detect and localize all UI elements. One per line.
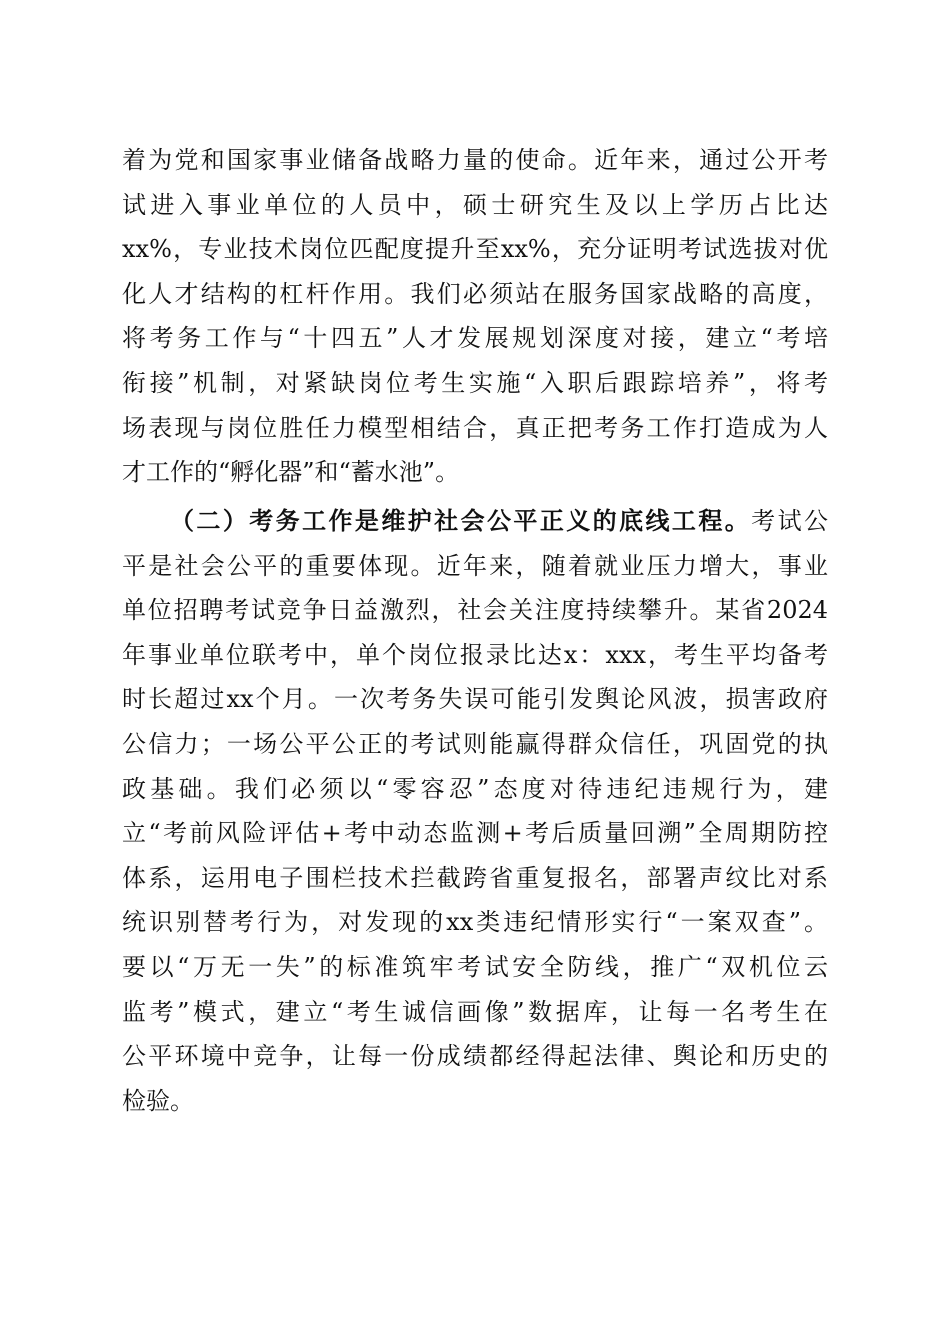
text-line: 将考务工作与“十四五”人才发展规划深度对接，建立“考培 <box>122 324 828 353</box>
text-line: 才工作的“孵化器”和“蓄水池”。 <box>122 458 460 487</box>
text-line: 公信力；一场公平公正的考试则能赢得群众信任，巩固党的执 <box>122 729 828 758</box>
text-line: 公平环境中竞争，让每一份成绩都经得起法律、舆论和历史的 <box>122 1042 828 1071</box>
text-line: 单位招聘考试竞争日益激烈，社会关注度持续攀升。某省2024 <box>122 596 828 625</box>
paragraph-2 <box>122 499 828 1123</box>
section-heading: （二）考务工作是维护社会公平正义的底线工程。 <box>170 506 752 535</box>
text-line: 着为党和国家事业储备战略力量的使命。近年来，通过公开考 <box>122 146 828 174</box>
text-line: 监考”模式，建立“考生诚信画像”数据库，让每一名考生在 <box>122 997 828 1026</box>
text-line: 衔接”机制，对紧缺岗位考生实施“入职后跟踪培养”，将考 <box>122 368 828 397</box>
text-line: 立“考前风险评估+考中动态监测+考后质量回溯”全周期防控 <box>122 819 828 848</box>
paragraph-2-first-line <box>122 499 828 544</box>
text-line: 年事业单位联考中，单个岗位报录比达x：xxx，考生平均备考 <box>122 640 828 669</box>
text-line: xx%，专业技术岗位匹配度提升至xx%，充分证明考试选拔对优 <box>122 235 828 264</box>
text-line: 平是社会公平的重要体现。近年来，随着就业压力增大，事业 <box>122 551 828 580</box>
text-line: 政基础。我们必须以“零容忍”态度对待违纪违规行为，建 <box>122 774 828 803</box>
text-line: 化人才结构的杠杆作用。我们必须站在服务国家战略的高度， <box>122 279 828 308</box>
text-line: 体系，运用电子围栏技术拦截跨省重复报名，部署声纹比对系 <box>122 863 828 892</box>
text-line: 试进入事业单位的人员中，硕士研究生及以上学历占比达 <box>122 190 828 219</box>
text-line: 场表现与岗位胜任力模型相结合，真正把考务工作打造成为人 <box>122 413 828 442</box>
text-line: 时长超过xx个月。一次考务失误可能引发舆论风波，损害政府 <box>122 685 828 714</box>
text-line: 统识别替考行为，对发现的xx类违纪情形实行“一案双查”。 <box>122 908 828 937</box>
text-line: 要以“万无一失”的标准筑牢考试安全防线，推广“双机位云 <box>122 952 828 981</box>
paragraph-1 <box>122 138 828 495</box>
text-line: 检验。 <box>122 1086 194 1115</box>
text-fragment: 考试公 <box>751 507 829 535</box>
